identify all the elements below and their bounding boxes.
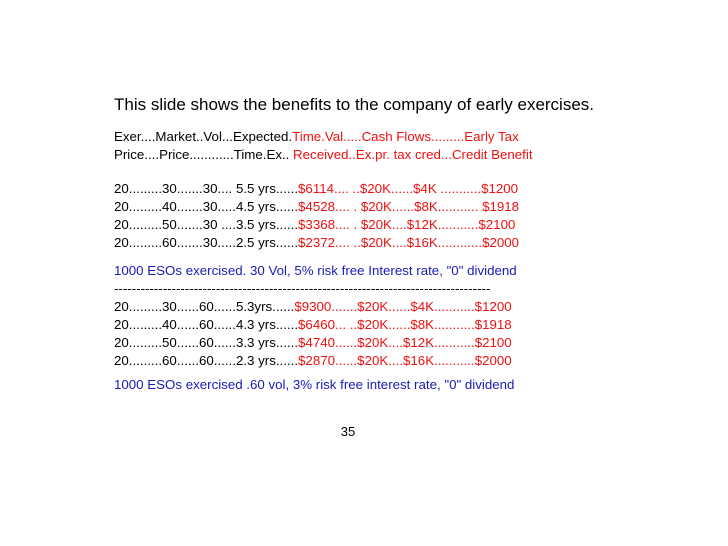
column-header	[114, 128, 533, 164]
slide-title: This slide shows the benefits to the company of early exercises.	[114, 95, 595, 114]
scenario-note-text: 1000 ESOs exercised. 30 Vol, 5% risk free Interest rate, "0" dividend	[114, 263, 517, 278]
data-row	[114, 198, 519, 216]
row-inputs: 20.........50.......30 ....3.5 yrs......	[114, 217, 299, 232]
row-results: $9300.......$20K......$4K...........$1200	[294, 299, 512, 314]
row-results: $2372.... ..$20K....$16K............$2000	[298, 235, 520, 250]
column-header-label: Exer....Market..Vol...Expected.	[114, 129, 293, 144]
column-header-label: Price....Price............Time.Ex..	[114, 147, 290, 162]
scenario-note-text: 1000 ESOs exercised .60 vol, 3% risk free interest rate, "0" dividend	[114, 377, 515, 392]
data-row	[114, 298, 512, 316]
data-row	[114, 352, 512, 370]
row-results: $4528.... . $20K......$8K........... $1918	[298, 199, 520, 214]
row-inputs: 20.........50......60......3.3 yrs......	[114, 335, 299, 350]
row-results: $4740......$20K....$12K...........$2100	[298, 335, 512, 350]
row-results: $6460... ..$20K......$8K...........$1918	[298, 317, 512, 332]
row-inputs: 20.........60......60......2.3 yrs......	[114, 353, 299, 368]
row-results: $6114.... ..$20K......$4K ...........$1200	[298, 181, 519, 196]
scenario-note-1	[114, 262, 517, 280]
row-inputs: 20.........40......60......4.3 yrs......	[114, 317, 299, 332]
page-number: 35	[340, 424, 356, 439]
data-rows-scenario-1	[114, 180, 519, 252]
row-results: $2870......$20K....$16K...........$2000	[298, 353, 512, 368]
row-results: $3368.... . $20K....$12K...........$2100	[298, 217, 516, 232]
row-inputs: 20.........60.......30.....2.5 yrs......	[114, 235, 299, 250]
column-header-label: Time.Val.....Cash Flows.........Early Tax	[292, 129, 519, 144]
row-inputs: 20.........30.......30.... 5.5 yrs......	[114, 181, 299, 196]
row-inputs: 20.........40.......30.....4.5 yrs......	[114, 199, 299, 214]
scenario-note-2	[114, 376, 514, 394]
column-header-label: Received..Ex.pr. tax cred...Credit Benefit	[289, 147, 533, 162]
data-row	[114, 180, 519, 198]
column-header-line	[114, 128, 533, 146]
separator-line: -------------------------------------------------------------------------------------	[114, 281, 491, 296]
data-row	[114, 334, 512, 352]
data-row	[114, 316, 512, 334]
data-row	[114, 234, 519, 252]
data-row	[114, 216, 519, 234]
column-header-line	[114, 146, 533, 164]
row-inputs: 20.........30......60......5.3yrs......	[114, 299, 295, 314]
data-rows-scenario-2	[114, 280, 512, 370]
